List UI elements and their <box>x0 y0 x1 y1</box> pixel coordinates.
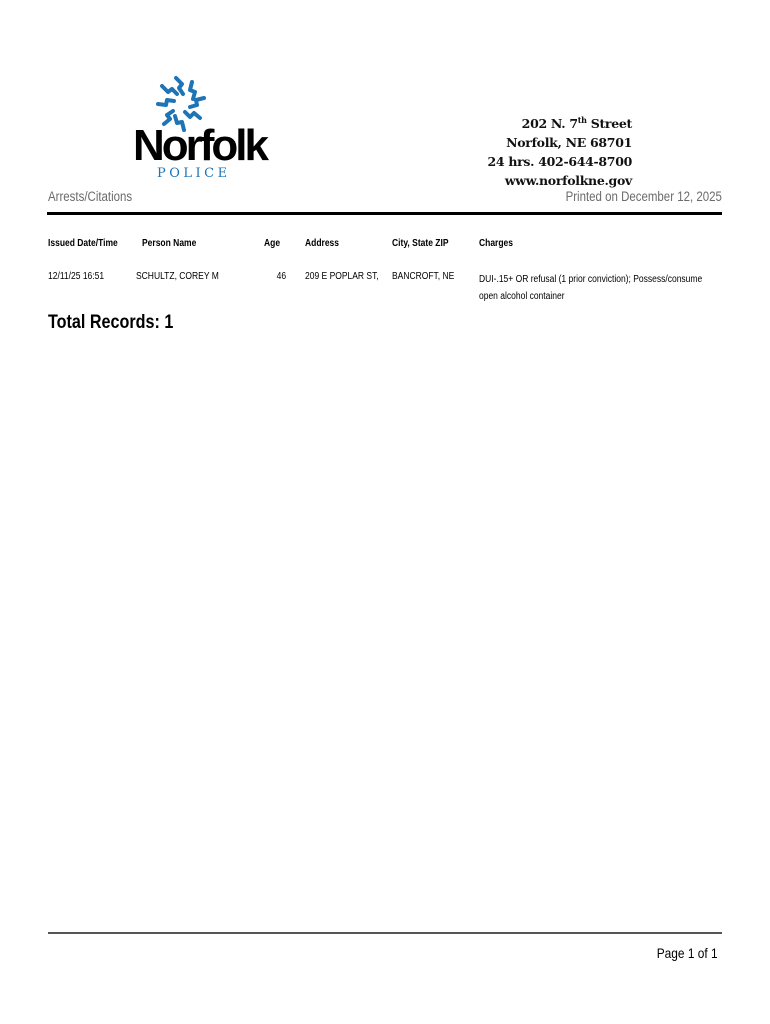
cell-name: SCHULTZ, COREY M <box>136 271 219 282</box>
address-phone: 24 hrs. 402-644-8700 <box>487 154 632 169</box>
page-number: Page 1 of 1 <box>657 945 718 961</box>
cell-issued: 12/11/25 16:51 <box>48 271 105 282</box>
column-header-city: City, State ZIP <box>392 238 449 249</box>
cell-city: BANCROFT, NE <box>392 271 455 282</box>
column-header-address: Address <box>305 238 340 249</box>
address-website: www.norfolkne.gov <box>504 173 632 188</box>
logo-wordmark: Norfolk <box>133 121 266 170</box>
column-header-name: Person Name <box>142 238 197 249</box>
report-title: Arrests/Citations <box>48 189 133 204</box>
total-records: Total Records: 1 <box>48 312 174 333</box>
printed-date: Printed on December 12, 2025 <box>565 189 722 204</box>
cell-charges: DUI-.15+ OR refusal (1 prior conviction); Possess/consume open alcohol container <box>479 274 703 302</box>
cell-address: 209 E POPLAR ST, <box>305 271 379 282</box>
cell-age: 46 <box>276 271 286 282</box>
footer-divider <box>48 932 722 934</box>
address-street: 202 N. 7th Street <box>521 114 632 131</box>
address-city: Norfolk, NE 68701 <box>506 135 632 150</box>
logo-subtitle: POLICE <box>157 166 231 181</box>
header-divider <box>47 212 722 215</box>
column-header-charges: Charges <box>479 238 514 249</box>
column-header-issued: Issued Date/Time <box>48 238 118 249</box>
agency-address-block <box>487 114 632 190</box>
column-header-age: Age <box>264 238 281 249</box>
